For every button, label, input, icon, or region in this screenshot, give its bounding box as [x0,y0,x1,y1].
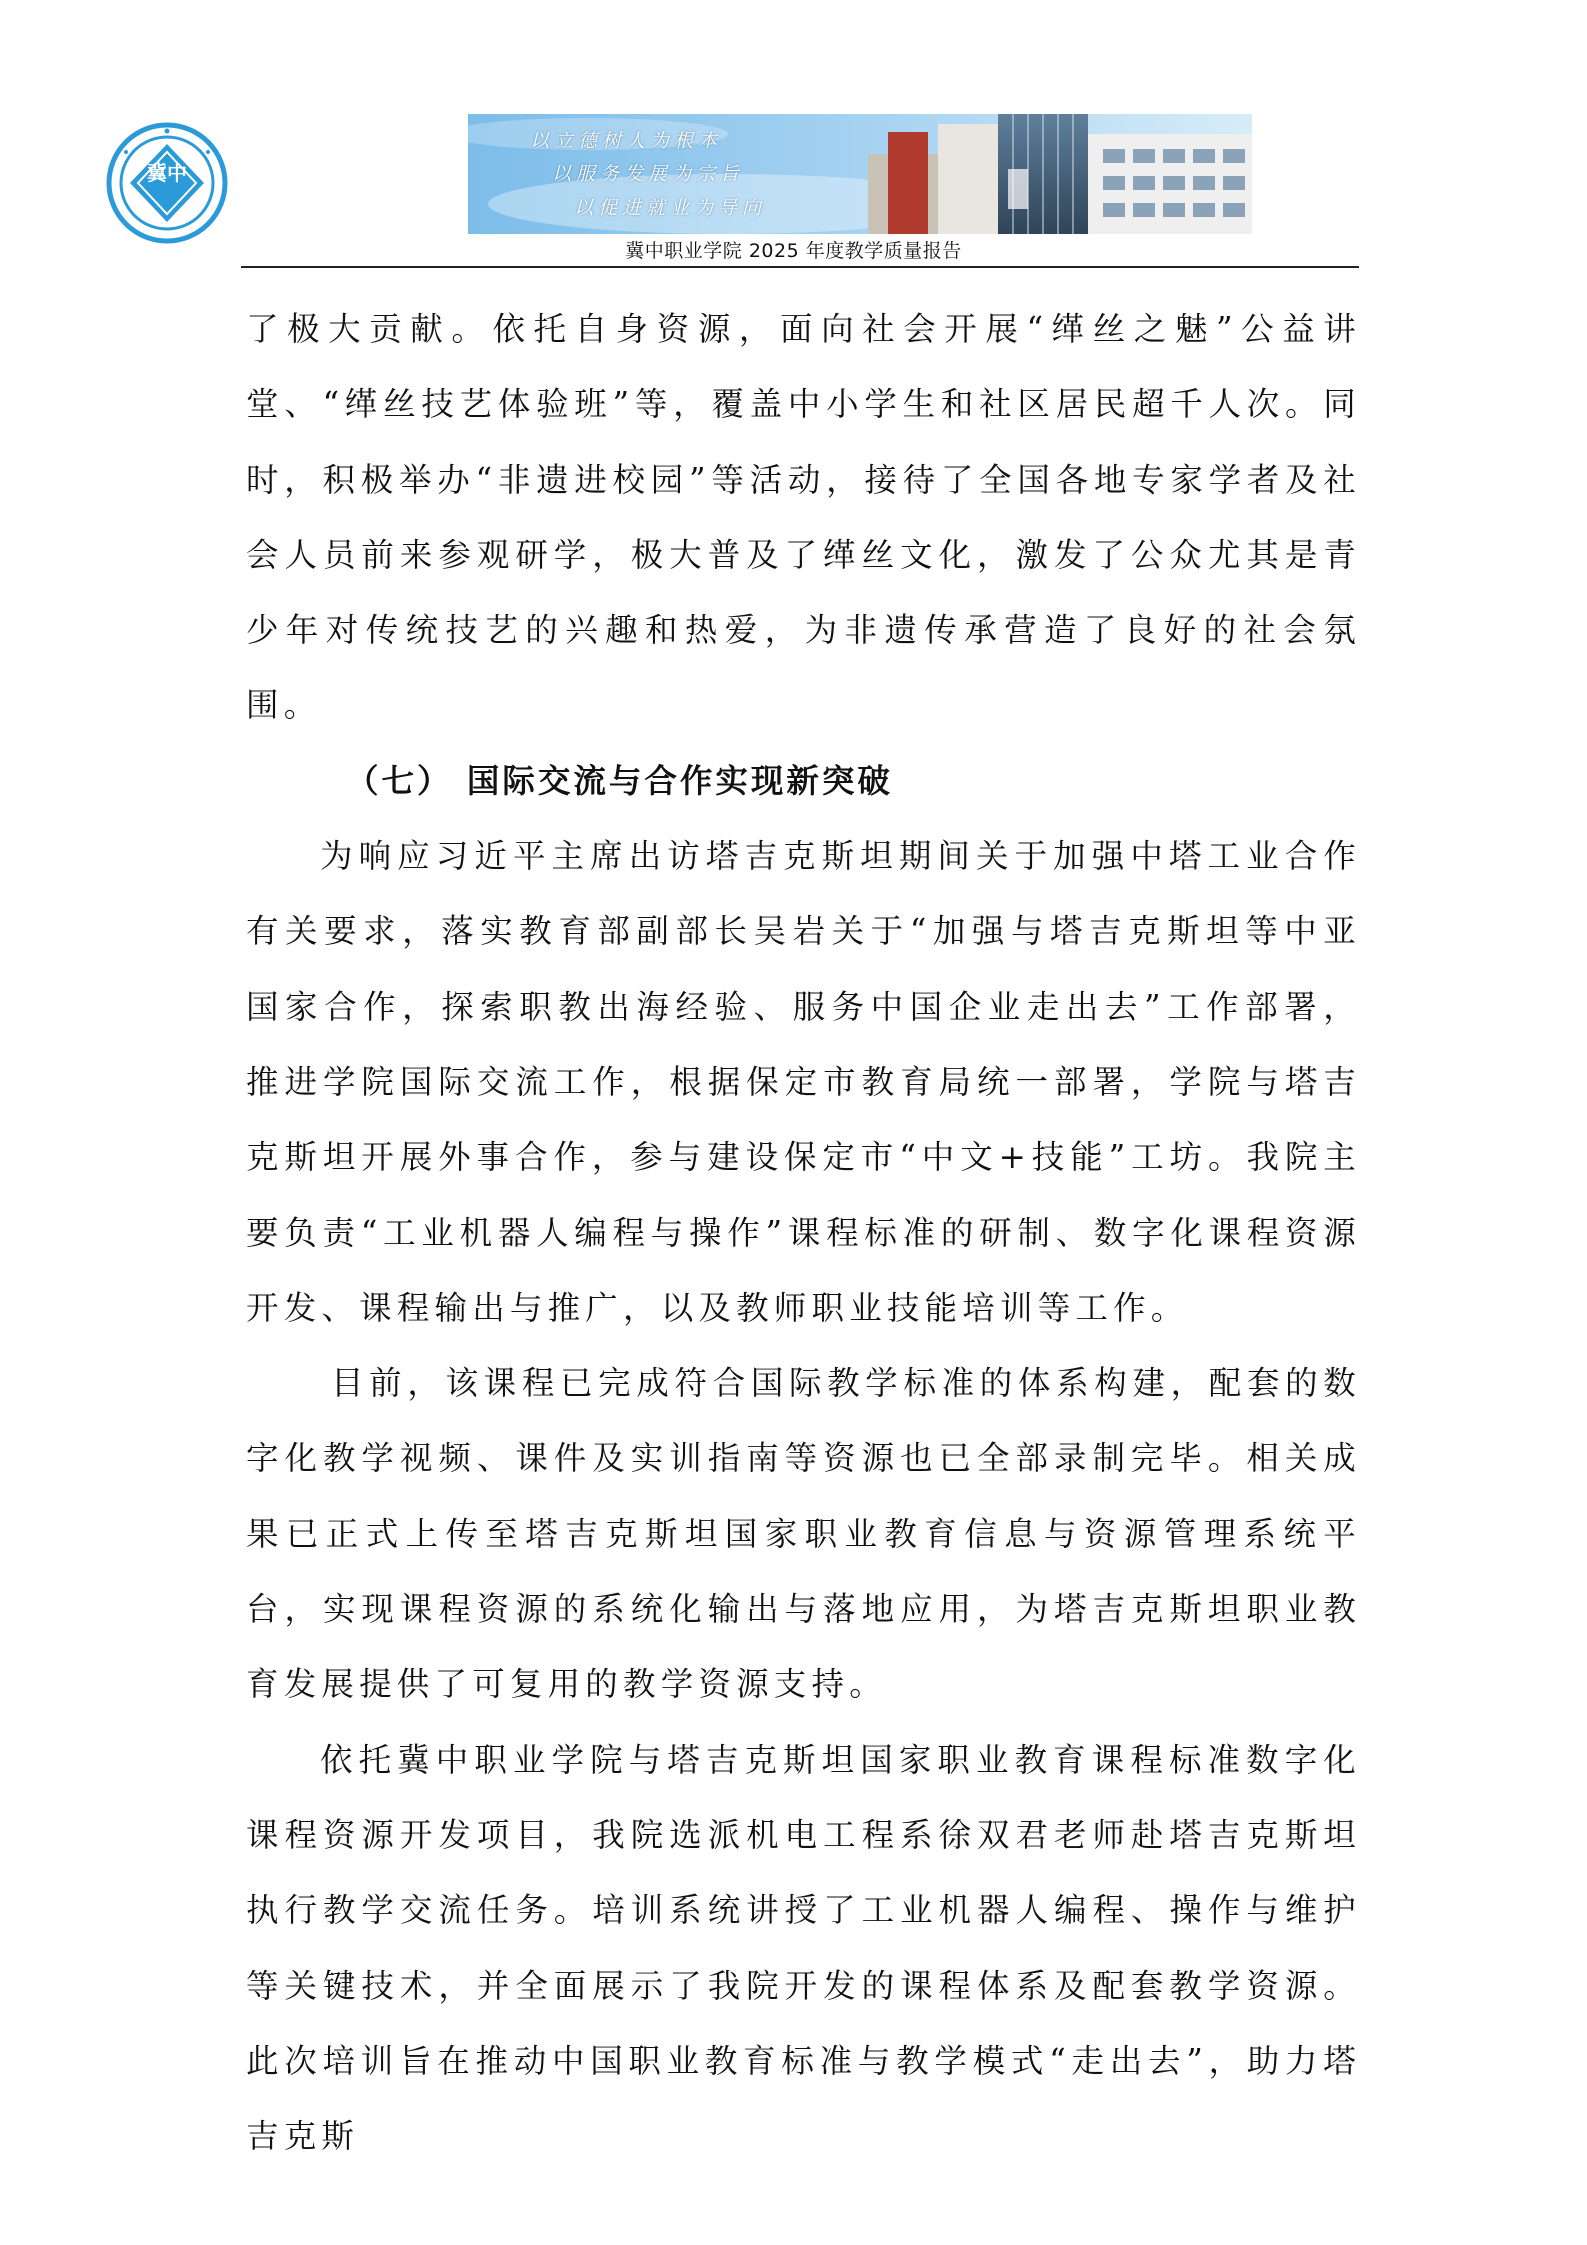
banner-slogan-1: 以立德树人为根本 [530,130,723,152]
banner-slogan-3: 以促进就业为导向 [574,197,767,219]
paragraph-teacher-exchange: 依托冀中职业学院与塔吉克斯坦国家职业教育课程标准数字化课程资源开发项目，我院选派机电工程系徐双君老师赴塔吉克斯坦执行教学交流任务。培训系统讲授了工业机器人编程、操作与维护等关键技术，并全面展示了我院开发的课程体系及配套教学资源。此次培训旨在推动中国职业教育标准与教学模式“走出去”，助力塔吉克斯 [246,1740,1361,2156]
report-header-caption: 冀中职业学院 2025 年度教学质量报告 [625,240,962,262]
paragraph-course-progress: 目前，该课程已完成符合国际教学标准的体系构建，配套的数字化教学视频、课件及实训指南等资源也已全部录制完毕。相关成果已正式上传至塔吉克斯坦国家职业教育信息与资源管理系统平台，实现课程资源的系统化输出与落地应用，为塔吉克斯坦职业教育发展提供了可复用的教学资源支持。 [246,1364,1361,1704]
logo-text: 冀中 [147,161,187,185]
college-logo [106,122,228,244]
header-banner [468,114,1252,234]
header-divider [241,266,1359,268]
section-heading: （七） 国际交流与合作实现新突破 [346,761,893,800]
banner-slogan-2: 以服务发展为宗旨 [552,163,745,185]
paragraph-international-cooperation: 为响应习近平主席出访塔吉克斯坦期间关于加强中塔工业合作有关要求，落实教育部副部长吴岩关于“加强与塔吉克斯坦等中亚国家合作，探索职教出海经验、服务中国企业走出去”工作部署，推进学院国际交流工作，根据保定市教育局统一部署，学院与塔吉克斯坦开展外事合作，参与建设保定市“中文+技能”工坊。我院主要负责“工业机器人编程与操作”课程标准的研制、数字化课程资源开发、课程输出与推广，以及教师职业技能培训等工作。 [246,837,1361,1327]
document-body [246,292,1361,2174]
paragraph-continuation: 了极大贡献。依托自身资源，面向社会开展“缂丝之魅”公益讲堂、“缂丝技艺体验班”等，覆盖中小学生和社区居民超千人次。同时，积极举办“非遗进校园”等活动，接待了全国各地专家学者及社会人员前来参观研学，极大普及了缂丝文化，激发了公众尤其是青少年对传统技艺的兴趣和热爱，为非遗传承营造了良好的社会氛围。 [246,310,1361,725]
